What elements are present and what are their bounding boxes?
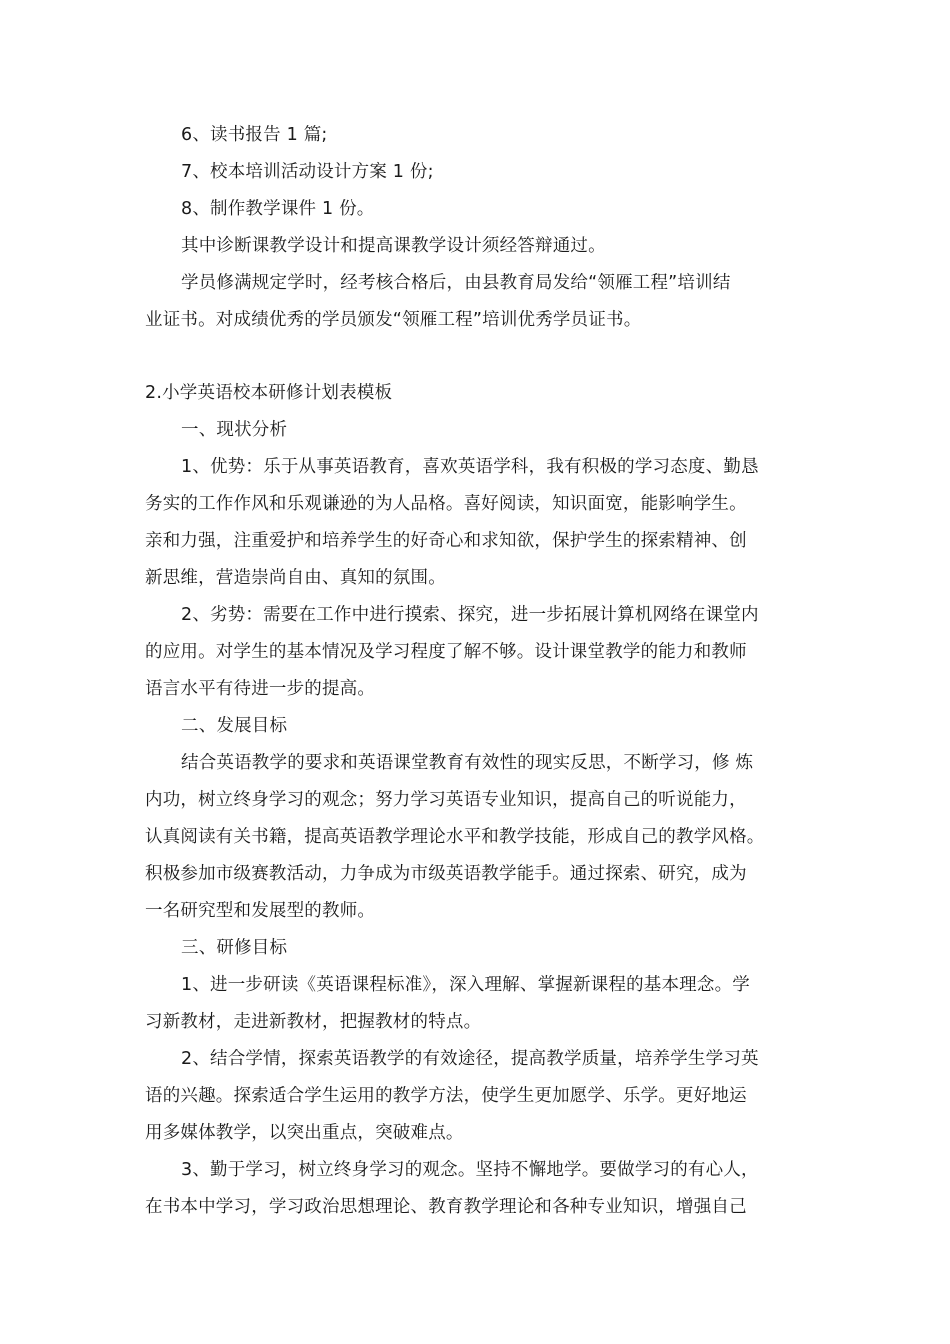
goals-line: 结合英语教学的要求和英语课堂教育有效性的现实反思，不断学习，修 炼 — [181, 753, 754, 773]
study-goal-1-line: 1、进一步研读《英语课程标准》，深入理解、掌握新课程的基本理念。学 — [181, 975, 750, 995]
heading-study-goals: 三、研修目标 — [181, 938, 288, 958]
study-goal-3-line: 在书本中学习，学习政治思想理论、教育教学理论和各种专业知识，增强自己 — [145, 1197, 747, 1217]
heading-status-analysis: 一、现状分析 — [181, 420, 288, 440]
section-title: 2.小学英语校本研修计划表模板 — [145, 383, 393, 403]
strengths-line: 新思维，营造崇尚自由、真知的氛围。 — [145, 568, 446, 588]
document-page — [145, 117, 815, 1226]
strengths-line: 亲和力强，注重爱护和培养学生的好奇心和求知欲，保护学生的探索精神、创 — [145, 531, 747, 551]
strengths-line: 1、优势：乐于从事英语教育，喜欢英语学科，我有积极的学习态度、勤恳 — [181, 457, 759, 477]
weaknesses-line: 语言水平有待进一步的提高。 — [145, 679, 376, 699]
strengths-line: 务实的工作作风和乐观谦逊的为人品格。喜好阅读，知识面宽，能影响学生。 — [145, 494, 747, 514]
goals-line: 认真阅读有关书籍，提高英语教学理论水平和教学技能，形成自己的教学风格。 — [145, 827, 765, 847]
study-goal-2-line: 语的兴趣。探索适合学生运用的教学方法，使学生更加愿学、乐学。更好地运 — [145, 1086, 747, 1106]
goals-line: 内功，树立终身学习的观念；努力学习英语专业知识，提高自己的听说能力， — [145, 790, 747, 810]
goals-line: 积极参加市级赛教活动，力争成为市级英语教学能手。通过探索、研究，成为 — [145, 864, 747, 884]
heading-development-goals: 二、发展目标 — [181, 716, 288, 736]
study-goal-2-line: 2、结合学情，探索英语教学的有效途径，提高教学质量，培养学生学习英 — [181, 1049, 759, 1069]
study-goal-2-line: 用多媒体教学，以突出重点，突破难点。 — [145, 1123, 464, 1143]
list-item-7: 7、校本培训活动设计方案 1 份; — [181, 162, 434, 182]
spacer — [145, 339, 815, 375]
study-goal-1-line: 习新教材，走进新教材，把握教材的特点。 — [145, 1012, 482, 1032]
weaknesses-line: 2、劣势：需要在工作中进行摸索、探究，进一步拓展计算机网络在课堂内 — [181, 605, 759, 625]
weaknesses-line: 的应用。对学生的基本情况及学习程度了解不够。设计课堂教学的能力和教师 — [145, 642, 747, 662]
list-item-6: 6、读书报告 1 篇; — [181, 125, 328, 145]
study-goal-3-line: 3、勤于学习，树立终身学习的观念。坚持不懈地学。要做学习的有心人， — [181, 1160, 759, 1180]
certificate-para-line: 业证书。对成绩优秀的学员颁发“领雁工程”培训优秀学员证书。 — [145, 310, 642, 330]
certificate-para-line: 学员修满规定学时，经考核合格后，由县教育局发给“领雁工程”培训结 — [181, 273, 731, 293]
goals-line: 一名研究型和发展型的教师。 — [145, 901, 376, 921]
list-item-8: 8、制作教学课件 1 份。 — [181, 199, 375, 219]
defense-note: 其中诊断课教学设计和提高课教学设计须经答辩通过。 — [181, 236, 606, 256]
